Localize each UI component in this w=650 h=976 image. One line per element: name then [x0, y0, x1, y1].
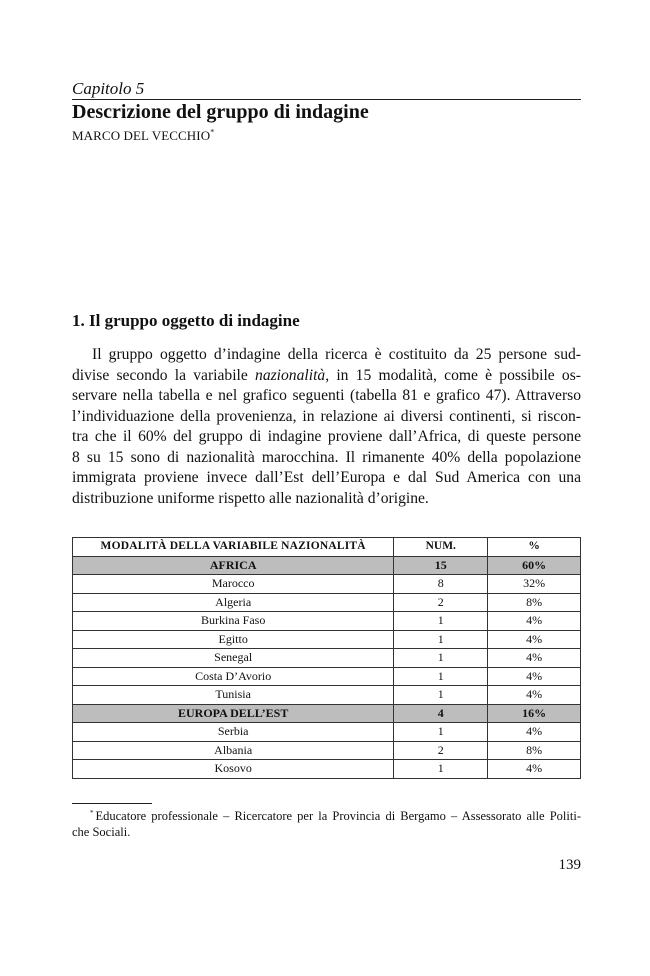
cell-pct: 4%: [488, 667, 581, 686]
paragraph-line: 8 su 15 sono di nazionalità marocchina. Il rimanente 40% della popolazione: [72, 448, 581, 466]
paragraph-emphasis: nazionalità: [255, 366, 326, 384]
cell-name: Kosovo: [73, 760, 394, 779]
cell-num: 1: [394, 667, 488, 686]
paragraph-line: immigrata proviene invece dall’Est dell’Europa e dal Sud America con una: [72, 469, 581, 486]
cell-num: 2: [394, 593, 488, 612]
cell-name: Marocco: [73, 575, 394, 594]
cell-pct: 4%: [488, 612, 581, 631]
cell-pct: 8%: [488, 741, 581, 760]
table-row: [73, 667, 581, 686]
cell-pct: 16%: [488, 704, 581, 723]
cell-pct: 4%: [488, 723, 581, 742]
table-row: [73, 575, 581, 594]
chapter-label: Capitolo 5: [72, 79, 145, 98]
cell-name: Egitto: [73, 630, 394, 649]
paragraph-line: l’individuazione della provenienza, in relazione ai diversi continenti, si riscon-: [72, 407, 581, 425]
paragraph-line: distribuzione uniforme rispetto alle nazionalità d’origine.: [72, 489, 429, 507]
paragraph-fragment: , in 15 modalità, come è possibile os-: [325, 366, 581, 384]
table-header-row: [73, 538, 581, 557]
cell-num: 1: [394, 723, 488, 742]
footnote-line: che Sociali.: [72, 825, 131, 839]
author-name: [72, 128, 214, 144]
cell-pct: 4%: [488, 630, 581, 649]
paragraph-line: servare nella tabella e nel grafico seguenti (tabella 81 e grafico 47). Attraverso: [72, 387, 581, 404]
cell-name: AFRICA: [73, 556, 394, 575]
cell-name: Albania: [73, 741, 394, 760]
table-row: [73, 556, 581, 575]
section-heading: 1. Il gruppo oggetto di indagine: [72, 311, 300, 330]
footnote-line: [72, 808, 581, 824]
paragraph-line: [72, 366, 581, 387]
table-row: [73, 630, 581, 649]
cell-name: Algeria: [73, 593, 394, 612]
cell-name: Serbia: [73, 723, 394, 742]
table-body: [73, 556, 581, 778]
header-num: NUM.: [394, 538, 488, 557]
author-footnote-mark: *: [210, 127, 215, 137]
footnote-mark: *: [90, 808, 94, 817]
cell-num: 15: [394, 556, 488, 575]
table-row: [73, 704, 581, 723]
table-row: [73, 612, 581, 631]
cell-num: 1: [394, 630, 488, 649]
footnote-rule: [72, 803, 152, 804]
cell-pct: 8%: [488, 593, 581, 612]
nationality-table: [72, 537, 581, 779]
cell-pct: 4%: [488, 649, 581, 668]
cell-pct: 60%: [488, 556, 581, 575]
cell-num: 2: [394, 741, 488, 760]
cell-name: Costa D’Avorio: [73, 667, 394, 686]
footnote-text: Educatore professionale – Ricercatore per la Provincia di Bergamo – Assessorato alle Politi-: [95, 809, 581, 823]
footnote: [72, 808, 581, 840]
table-row: [73, 649, 581, 668]
cell-num: 1: [394, 686, 488, 705]
cell-num: 4: [394, 704, 488, 723]
cell-pct: 4%: [488, 760, 581, 779]
table-row: [73, 593, 581, 612]
table-row: [73, 760, 581, 779]
paragraph-line: Il gruppo oggetto d’indagine della ricerca è costituito da 25 persone sud-: [92, 346, 581, 363]
header-modality: MODALITÀ DELLA VARIABILE NAZIONALITÀ: [73, 538, 394, 557]
cell-pct: 32%: [488, 575, 581, 594]
table-row: [73, 741, 581, 760]
cell-name: Tunisia: [73, 686, 394, 705]
chapter-title: Descrizione del gruppo di indagine: [72, 101, 369, 123]
paragraph-fragment: divise secondo la variabile: [72, 366, 256, 384]
cell-pct: 4%: [488, 686, 581, 705]
cell-name: Burkina Faso: [73, 612, 394, 631]
cell-num: 8: [394, 575, 488, 594]
table-row: [73, 686, 581, 705]
table-row: [73, 723, 581, 742]
cell-num: 1: [394, 760, 488, 779]
header-pct: %: [488, 538, 581, 557]
page-number: 139: [558, 857, 581, 873]
cell-num: 1: [394, 649, 488, 668]
cell-name: EUROPA DELL’EST: [73, 704, 394, 723]
author-text: MARCO DEL VECCHIO: [72, 128, 211, 143]
chapter-rule: [72, 99, 581, 100]
cell-num: 1: [394, 612, 488, 631]
cell-name: Senegal: [73, 649, 394, 668]
paragraph-line: tra che il 60% del gruppo di indagine proviene dall’Africa, di queste persone: [72, 428, 581, 445]
body-paragraph: [72, 345, 581, 509]
